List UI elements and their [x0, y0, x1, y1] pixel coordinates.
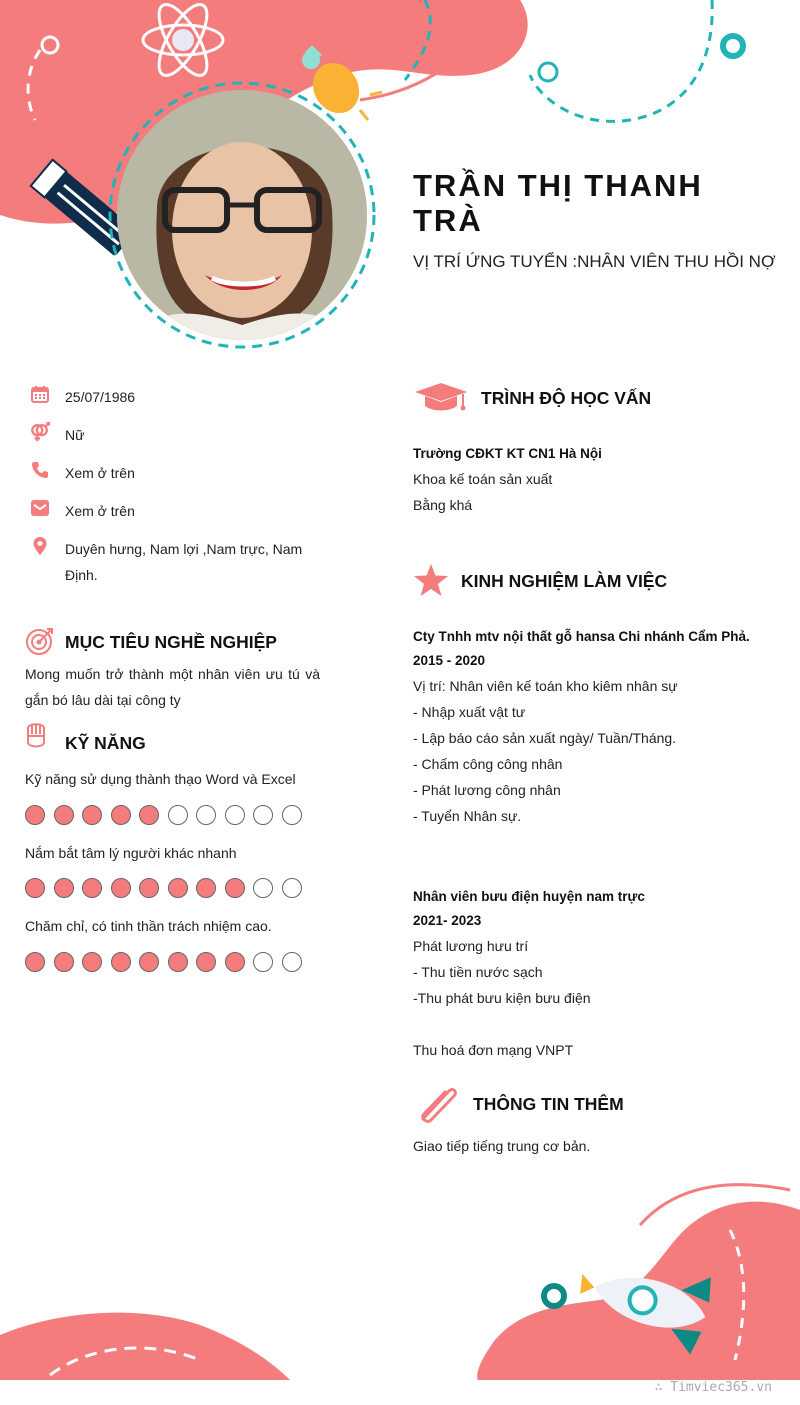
rating-dot-filled	[82, 805, 102, 825]
rating-dot-empty	[282, 878, 302, 898]
address-text: Duyên hưng, Nam lợi ,Nam trực, Nam Định.	[65, 541, 303, 583]
additional-text: Giao tiếp tiếng trung cơ bản.	[413, 1138, 591, 1154]
rating-dot-empty	[282, 952, 302, 972]
job-line: - Nhập xuất vật tư	[413, 704, 526, 720]
swirl-loop-right	[539, 63, 557, 81]
rating-dot-filled	[54, 805, 74, 825]
graduation-cap-icon	[413, 382, 469, 414]
rating-dot-filled	[225, 952, 245, 972]
rating-dot-empty	[282, 805, 302, 825]
target-icon	[25, 626, 55, 656]
job-entry	[413, 625, 783, 829]
rating-dot-filled	[111, 805, 131, 825]
ring-teal	[723, 36, 743, 56]
job-line: - Chấm công công nhân	[413, 756, 563, 772]
skill-label: Kỹ năng sử dụng thành thạo Word và Excel	[25, 771, 296, 787]
rating-dot-filled	[111, 878, 131, 898]
education-degree: Bằng khá	[413, 497, 473, 513]
dashed-swirl-right	[530, 0, 712, 121]
rating-dot-empty	[253, 952, 273, 972]
rating-dot-empty	[253, 805, 273, 825]
profile-photo	[117, 90, 367, 340]
applied-position: VỊ TRÍ ỨNG TUYỂN :NHÂN VIÊN THU HỒI NỢ	[413, 252, 776, 271]
rating-dot-filled	[25, 952, 45, 972]
address-row	[30, 536, 320, 588]
objective-title: MỤC TIÊU NGHỀ NGHIỆP	[65, 632, 277, 652]
rating-dot-filled	[54, 878, 74, 898]
rating-dot-filled	[25, 878, 45, 898]
rating-dot-filled	[139, 805, 159, 825]
candidate-name: TRẦN THỊ THANH TRÀ	[413, 168, 703, 238]
birthday-text: 25/07/1986	[65, 389, 136, 405]
rating-dot-filled	[25, 805, 45, 825]
rating-dot-filled	[196, 878, 216, 898]
email-row	[30, 498, 330, 524]
skill-label: Chăm chỉ, có tinh thần trách nhiệm cao.	[25, 918, 272, 934]
job-period: 2015 - 2020	[413, 653, 486, 668]
skill-rating	[25, 952, 302, 972]
job-line: Thu hoá đơn mạng VNPT	[413, 1042, 574, 1058]
skill-rating	[25, 878, 302, 898]
email-text: Xem ở trên	[65, 503, 135, 519]
phone-icon	[30, 460, 50, 480]
calendar-icon	[30, 384, 50, 404]
job-line	[413, 1011, 783, 1037]
rating-dot-filled	[168, 878, 188, 898]
education-title: TRÌNH ĐỘ HỌC VẤN	[481, 388, 652, 408]
job-line: - Tuyển Nhân sự.	[413, 808, 522, 824]
rating-dot-empty	[225, 805, 245, 825]
paperclip-icon	[415, 1083, 459, 1123]
gender-text: Nữ	[65, 427, 85, 443]
rating-dot-filled	[111, 952, 131, 972]
rating-dot-filled	[139, 952, 159, 972]
job-line: - Thu tiền nước sạch	[413, 964, 543, 980]
location-pin-icon	[30, 536, 50, 556]
rating-dot-empty	[253, 878, 273, 898]
email-icon	[30, 498, 50, 518]
rating-dot-filled	[225, 878, 245, 898]
education-school: Trường CĐKT KT CN1 Hà Nội	[413, 446, 602, 461]
fist-icon	[25, 720, 47, 752]
education-major: Khoa kế toán sản xuất	[413, 471, 553, 487]
job-line: - Lập báo cáo sản xuất ngày/ Tuần/Tháng.	[413, 730, 677, 746]
rating-dot-filled	[82, 878, 102, 898]
job-line: Phát lương hưu trí	[413, 938, 529, 954]
skill-label: Nắm bắt tâm lý người khác nhanh	[25, 845, 237, 861]
phone-row	[30, 460, 330, 486]
objective-text: Mong muốn trở thành một nhân viên ưu tú và gắn bó lâu dài tại công ty	[25, 666, 320, 708]
gender-row	[30, 422, 330, 448]
rating-dot-filled	[54, 952, 74, 972]
star-icon	[413, 563, 449, 597]
rating-dot-empty	[168, 805, 188, 825]
experience-title: KINH NGHIỆM LÀM VIỆC	[461, 571, 668, 591]
additional-title: THÔNG TIN THÊM	[473, 1094, 624, 1114]
bottom-left-blob	[0, 1313, 290, 1380]
watermark-text: ∴ Timviec365.vn	[654, 1380, 772, 1395]
rating-dot-filled	[168, 952, 188, 972]
phone-text: Xem ở trên	[65, 465, 135, 481]
rating-dot-filled	[196, 952, 216, 972]
avatar-illustration	[117, 90, 367, 340]
rating-dot-empty	[196, 805, 216, 825]
rating-dot-filled	[82, 952, 102, 972]
bottom-ring	[544, 1286, 564, 1306]
job-entry	[413, 885, 783, 1063]
skill-rating	[25, 805, 302, 825]
job-line: Vị trí: Nhân viên kế toán kho kiêm nhân sự	[413, 678, 678, 694]
job-company: Nhân viên bưu điện huyện nam trực	[413, 889, 645, 904]
job-line: - Phát lương công nhân	[413, 782, 561, 798]
job-period: 2021- 2023	[413, 913, 482, 928]
rating-dot-filled	[139, 878, 159, 898]
job-line: -Thu phát bưu kiện bưu điện	[413, 990, 591, 1006]
gender-icon	[30, 422, 50, 442]
job-company: Cty Tnhh mtv nội thất gỗ hansa Chi nhánh Cẩm Phả.	[413, 629, 750, 644]
skills-title: KỸ NĂNG	[65, 733, 146, 753]
birthday-row	[30, 384, 330, 410]
